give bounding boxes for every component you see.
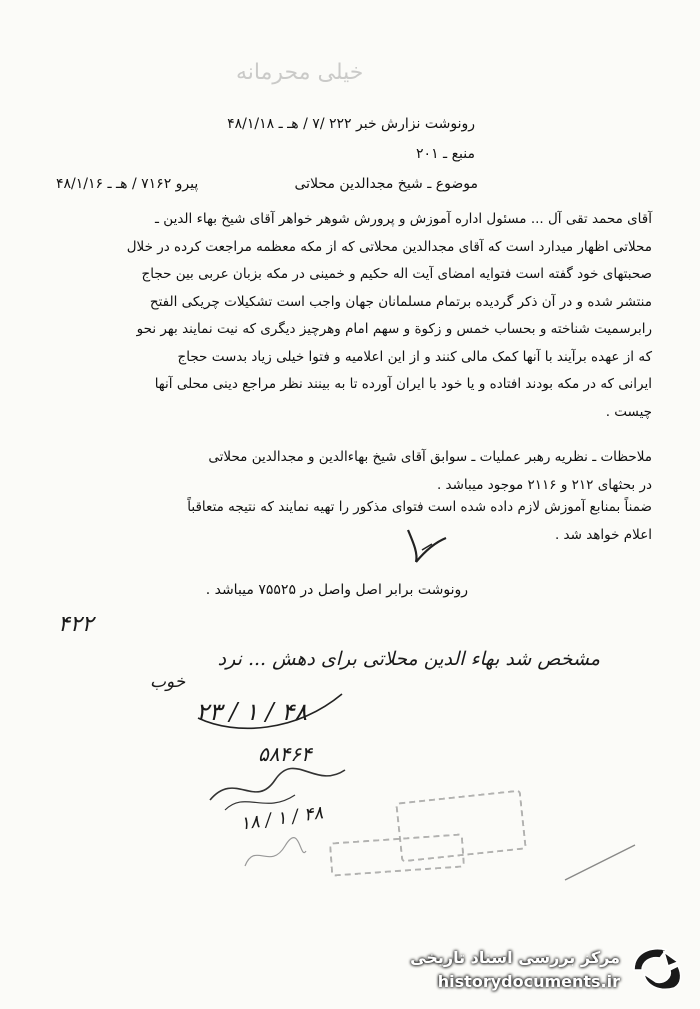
closing-paragraph	[42, 494, 652, 549]
subject-line: موضوع ـ شیخ مجدالدین محلاتی	[294, 176, 478, 192]
body-line: ایرانی که در مکه بودند افتاده و یا خود با ایران آورده تا به بینند نظر مراجع دینی محلی آنها	[154, 376, 652, 392]
watermark-url: historydocuments.ir	[437, 972, 620, 991]
date-curve	[196, 688, 346, 738]
closing-line: ضمناً بمنابع آموزش لازم داده شده است فتوای مذکور را تهیه نمایند که نتیجه متعاقباً	[187, 499, 652, 515]
handwritten-date: ۲۳ / ۱ / ۴۸	[196, 698, 308, 726]
body-line: محلاتی اظهار میدارد است که آقای مجدالدین محلاتی که از مکه معظمه مراجعت کرده در خلال	[126, 238, 652, 255]
handwritten-note: مشخص شد بهاء الدین محلاتی برای دهش ... نرد	[217, 648, 600, 670]
remarks-line: ملاحظات ـ نظریه رهبر عملیات ـ سوابق آقای شیخ بهاءالدین و مجدالدین محلاتی	[208, 449, 652, 465]
body-line: منتشر شده و در آن ذکر گردیده برتمام مسلمانان جهان واجب است تشکیلات چریکی الفتح	[149, 293, 652, 310]
handwritten-scribbles: ۱۸ / ۱ / ۴۸	[238, 802, 325, 835]
closing-line: اعلام خواهد شد .	[554, 526, 652, 543]
corner-scribble	[560, 840, 640, 890]
body-line: آقای محمد تقی آل ... مسئول اداره آموزش و پرورش شوهر خواهر آقای شیخ بهاء الدین ـ	[155, 211, 652, 227]
faded-stamp-2	[329, 833, 465, 876]
watermark-title: مرکز بررسی اسناد تاریخی	[410, 948, 620, 967]
remarks-line: در بحثهای ۲۱۲ و ۲۱۱۶ موجود میباشد .	[436, 476, 652, 493]
body-line: که از عهده برآیند با آنها کمک مالی کنند و از این اعلامیه و فتوا خیلی زیاد بدست حجاج	[177, 348, 652, 365]
margin-number: ۴۲۲	[58, 612, 94, 637]
handwritten-number: ۵۸۴۶۴	[258, 742, 312, 766]
body-line: رابرسمیت شناخته و بحساب خمس و زکوة و سهم امام وهرچیز دیگری که نیت نمایند بهر نحو	[136, 321, 652, 337]
signature-scribble	[205, 760, 355, 820]
faint-title: خیلی محرمانه	[236, 60, 364, 85]
body-line: چیست .	[605, 403, 652, 420]
bottom-scribble	[240, 836, 310, 876]
copy-line: رونوشت نزارش خبر ۲۲۲ /۷ / هـ ـ ۴۸/۱/۱۸	[227, 116, 475, 132]
archive-logo-icon	[630, 944, 684, 996]
archive-watermark	[412, 942, 692, 998]
copy-note: رونوشت برابر اصل واصل در ۷۵۵۲۵ میباشد .	[205, 582, 468, 598]
handwritten-note-tail: خوب	[150, 672, 186, 692]
remarks-paragraph	[42, 444, 652, 499]
ref-line: پیرو ۷۱۶۲ / هـ ـ ۴۸/۱/۱۶	[56, 176, 199, 192]
source-line: منبع ـ ۲۰۱	[416, 146, 475, 162]
hand-check-mark	[400, 520, 450, 566]
body-line: صحبتهای خود گفته است فتوایه امضای آیت اله حکیم و خمینی در مکه بزبان عربی بین حجاج	[141, 266, 652, 282]
body-paragraph	[42, 206, 652, 426]
